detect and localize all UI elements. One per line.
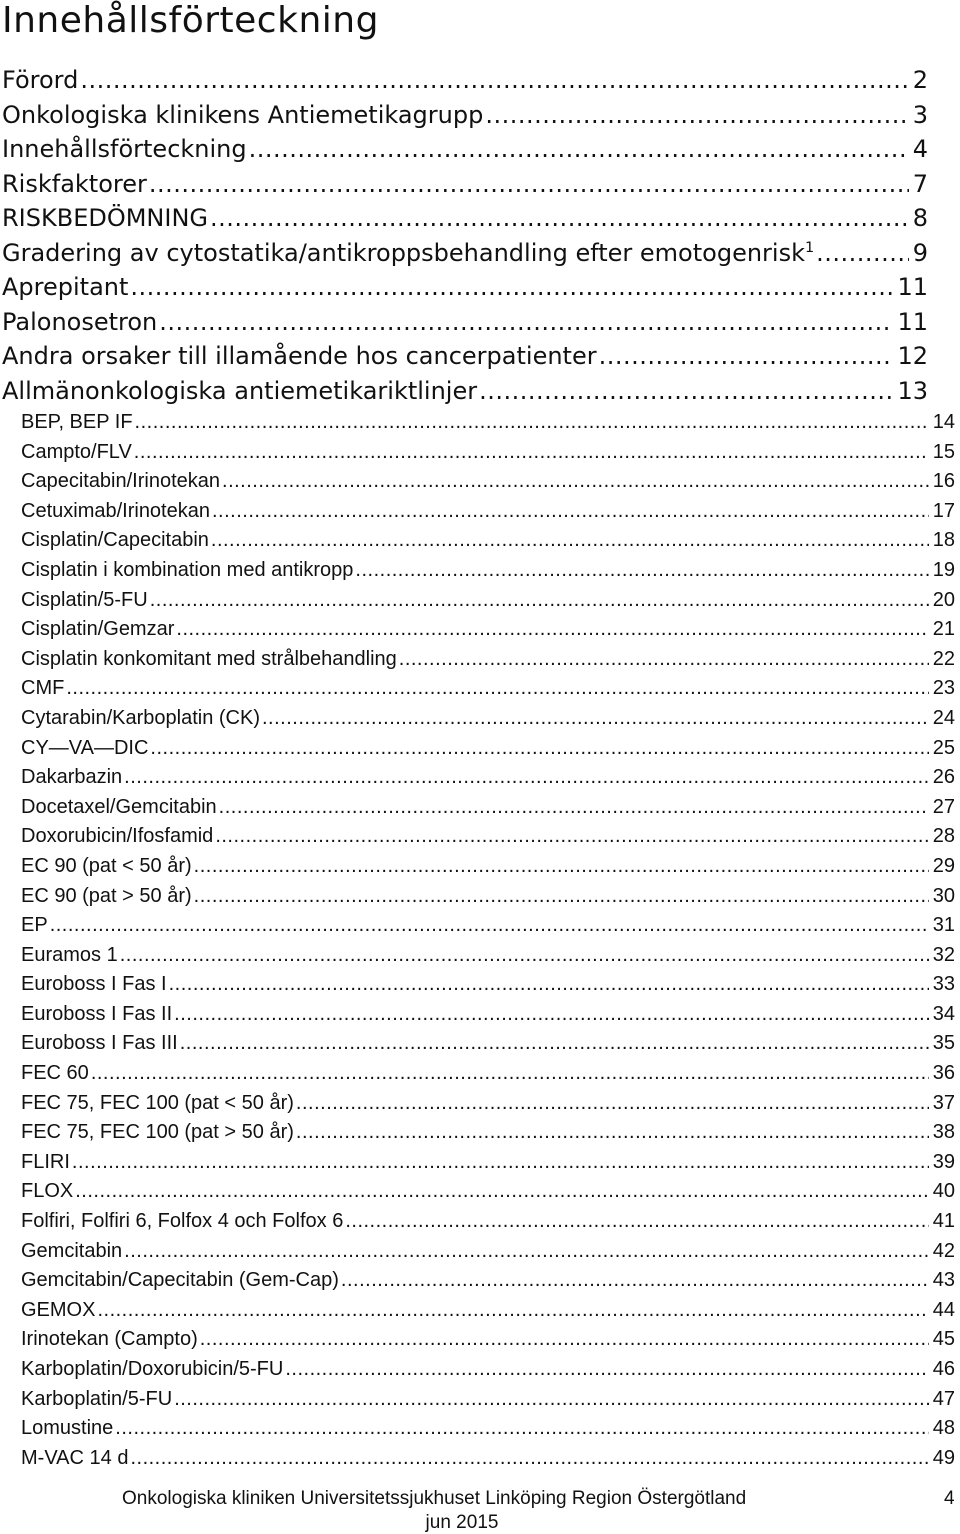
toc-entry[interactable] <box>0 1210 955 1240</box>
toc-entry-text: Cisplatin/Capecitabin <box>21 529 209 552</box>
toc-entry-label <box>2 101 483 129</box>
toc-entry-page: 30 <box>932 884 955 907</box>
toc-entry[interactable] <box>0 677 955 707</box>
toc-entry[interactable] <box>0 737 955 767</box>
toc-entry-text: Karboplatin/5-FU <box>21 1387 173 1410</box>
toc-entry-label <box>21 1032 178 1055</box>
toc-entry-page: 25 <box>932 736 955 759</box>
toc-entry[interactable] <box>0 308 928 343</box>
toc-entry[interactable] <box>0 648 955 678</box>
toc-entry-text: Euroboss I Fas I <box>21 973 167 996</box>
toc-entry[interactable] <box>0 766 955 796</box>
toc-entry[interactable] <box>0 825 955 855</box>
toc-entry-text: Karboplatin/Doxorubicin/5-FU <box>21 1358 284 1380</box>
toc-entry[interactable] <box>0 973 955 1003</box>
toc-entry-label <box>2 273 128 301</box>
toc-entry[interactable] <box>0 589 955 619</box>
dot-leader <box>150 589 929 612</box>
toc-entry[interactable] <box>0 529 955 559</box>
dot-leader <box>210 204 909 232</box>
toc-entry-text: Andra orsaker till illamående hos cancerpatienter <box>2 342 597 370</box>
dot-leader <box>399 648 929 671</box>
toc-entry-page: 20 <box>932 588 955 611</box>
toc-entry-page: 29 <box>932 854 955 877</box>
dot-leader <box>345 1210 928 1233</box>
toc-entry-label <box>2 170 147 198</box>
toc-entry-label <box>21 796 217 819</box>
toc-entry-text: Irinotekan (Campto) <box>21 1328 198 1351</box>
toc-entry-text: CY—VA—DIC <box>21 736 149 759</box>
toc-entry[interactable] <box>0 239 928 274</box>
toc-entry-text: CMF <box>21 677 65 700</box>
toc-entry[interactable] <box>0 1358 955 1388</box>
toc-entry-text: FLOX <box>21 1180 74 1203</box>
toc-entry[interactable] <box>0 855 955 885</box>
table-of-contents <box>0 66 960 1476</box>
toc-entry-page: 34 <box>932 1002 955 1025</box>
dot-leader <box>124 1240 929 1263</box>
toc-entry-text: Cisplatin/5-FU <box>21 588 148 611</box>
dot-leader <box>72 1151 929 1174</box>
toc-entry-text: Dakarbazin <box>21 766 123 789</box>
toc-entry-text: Onkologiska klinikens Antiemetikagrupp <box>2 100 484 129</box>
toc-entry-text: Förord <box>2 66 79 94</box>
dot-leader <box>149 170 909 198</box>
toc-entry-page: 35 <box>932 1032 955 1055</box>
toc-entry-page: 23 <box>932 677 955 700</box>
toc-entry-label <box>21 1447 128 1470</box>
dot-leader <box>194 885 929 908</box>
dot-leader <box>200 1328 929 1351</box>
dot-leader <box>211 529 929 552</box>
toc-entry-label <box>2 308 157 336</box>
toc-entry-page: 14 <box>932 411 955 433</box>
toc-entry-page: 7 <box>912 169 928 198</box>
dot-leader <box>150 737 928 760</box>
toc-entry-text: Doxorubicin/Ifosfamid <box>21 825 214 848</box>
toc-entry-page: 36 <box>932 1062 955 1085</box>
toc-entry-text: Euroboss I Fas II <box>21 1002 173 1025</box>
toc-entry-page: 31 <box>932 914 955 937</box>
toc-entry[interactable] <box>0 1180 955 1210</box>
toc-entry-text: Capecitabin/Irinotekan <box>21 470 221 493</box>
dot-leader <box>124 766 929 789</box>
toc-entry-label <box>21 1240 122 1263</box>
toc-entry-page: 3 <box>912 100 928 129</box>
toc-entry-label <box>21 1358 283 1381</box>
toc-entry[interactable] <box>0 796 955 826</box>
toc-entry-page: 4 <box>912 135 928 163</box>
toc-entry-label <box>2 135 247 163</box>
toc-entry[interactable] <box>0 559 955 589</box>
toc-entry-page: 13 <box>897 376 928 405</box>
toc-entry-text: Cisplatin/Gemzar <box>21 618 175 641</box>
dot-leader <box>599 342 894 370</box>
toc-entry[interactable] <box>0 914 955 944</box>
dot-leader <box>130 1447 928 1470</box>
toc-entry-text: Campto/FLV <box>21 440 132 463</box>
dot-leader <box>485 101 908 129</box>
toc-entry-text: RISKBEDÖMNING <box>2 204 209 232</box>
toc-entry-label <box>21 1121 294 1144</box>
dot-leader <box>249 135 909 163</box>
toc-entry-label <box>2 377 477 405</box>
toc-entry-label <box>21 766 122 789</box>
toc-entry-page: 17 <box>932 499 955 522</box>
toc-entry-page: 46 <box>932 1358 955 1380</box>
toc-entry-page: 19 <box>932 558 955 581</box>
dot-leader <box>215 825 928 848</box>
toc-entry[interactable] <box>0 342 928 377</box>
toc-entry-text: Palonosetron <box>2 307 158 336</box>
toc-entry[interactable] <box>0 441 955 471</box>
dot-leader <box>174 1388 929 1411</box>
toc-entry-label <box>21 411 133 434</box>
toc-entry-page: 48 <box>932 1417 955 1440</box>
toc-entry-page: 16 <box>932 470 955 493</box>
toc-entry-text: Cisplatin i kombination med antikropp <box>21 558 354 581</box>
toc-entry-text: Euramos 1 <box>21 943 118 966</box>
toc-entry-page: 9 <box>912 238 928 267</box>
toc-entry[interactable] <box>0 1032 955 1062</box>
toc-entry[interactable] <box>0 1299 955 1329</box>
toc-entry-label <box>21 500 210 523</box>
toc-entry[interactable] <box>0 204 928 239</box>
toc-entry-page: 22 <box>932 647 955 670</box>
toc-entry-page: 15 <box>932 440 955 463</box>
dot-leader <box>355 559 928 582</box>
toc-entry-text: EC 90 (pat > 50 år) <box>21 884 192 907</box>
toc-entry-label <box>21 825 213 848</box>
toc-entry-text: M-VAC 14 d <box>21 1446 129 1469</box>
toc-entry[interactable] <box>0 101 928 136</box>
toc-entry-text: Docetaxel/Gemcitabin <box>21 795 217 818</box>
toc-entry-label <box>2 66 78 94</box>
toc-entry-text: Riskfaktorer <box>2 169 147 198</box>
toc-entry-label <box>21 441 132 464</box>
footer-date: jun 2015 <box>425 1512 499 1533</box>
toc-entry-label <box>21 944 118 967</box>
toc-entry-text: Lomustine <box>21 1417 114 1440</box>
toc-entry-text: Cisplatin konkomitant med strålbehandling <box>21 647 397 670</box>
toc-entry-page: 40 <box>932 1180 955 1203</box>
footnote-marker: 1 <box>804 239 815 256</box>
dot-leader <box>115 1417 928 1440</box>
dot-leader <box>174 1003 929 1026</box>
toc-entry-label <box>21 885 192 908</box>
toc-entry[interactable] <box>0 1447 955 1477</box>
dot-leader <box>169 973 929 996</box>
page-title: Innehållsförteckning <box>2 0 379 41</box>
toc-entry-label <box>21 1003 172 1026</box>
toc-entry[interactable] <box>0 1240 955 1270</box>
toc-entry-page: 45 <box>932 1328 955 1351</box>
toc-entry[interactable] <box>0 1269 955 1299</box>
dot-leader <box>91 1062 929 1085</box>
toc-entry-label <box>21 973 167 996</box>
dot-leader <box>120 944 929 967</box>
toc-entry-text: Allmänonkologiska antiemetikariktlinjer <box>2 376 478 405</box>
dot-leader <box>222 470 929 493</box>
toc-entry-text: GEMOX <box>21 1298 96 1321</box>
toc-entry[interactable] <box>0 500 955 530</box>
toc-entry-text: BEP, BEP IF <box>21 411 133 433</box>
dot-leader <box>176 618 928 641</box>
dot-leader <box>341 1269 929 1292</box>
toc-entry-page: 43 <box>932 1269 955 1292</box>
toc-entry-label <box>2 239 814 267</box>
toc-entry-page: 11 <box>897 273 928 301</box>
toc-entry-page: 2 <box>912 66 928 94</box>
toc-entry-page: 8 <box>912 204 928 232</box>
dot-leader <box>50 914 929 937</box>
toc-entry-label <box>21 559 353 582</box>
toc-entry-label <box>21 470 220 493</box>
toc-entry[interactable] <box>0 470 955 500</box>
toc-entry[interactable] <box>0 377 928 412</box>
dot-leader <box>194 855 929 878</box>
toc-entry-text: Gemcitabin/Capecitabin (Gem-Cap) <box>21 1269 339 1292</box>
toc-entry-label <box>21 1388 172 1411</box>
toc-entry-page: 41 <box>932 1210 955 1233</box>
dot-leader <box>816 239 909 267</box>
toc-entry-label <box>21 1151 70 1174</box>
toc-entry[interactable] <box>0 707 955 737</box>
toc-entry[interactable] <box>0 1003 955 1033</box>
toc-entry-label <box>21 589 148 612</box>
toc-entry[interactable] <box>0 1121 955 1151</box>
toc-entry-label <box>21 1417 113 1440</box>
toc-entry[interactable] <box>0 170 928 205</box>
dot-leader <box>75 1180 929 1203</box>
toc-entry-page: 24 <box>932 706 955 729</box>
toc-entry-text: Cetuximab/Irinotekan <box>21 499 210 522</box>
toc-entry-label <box>2 204 208 232</box>
dot-leader <box>159 308 893 336</box>
toc-entry-label <box>21 1328 198 1351</box>
toc-entry[interactable] <box>0 1388 955 1418</box>
toc-entry[interactable] <box>0 1151 955 1181</box>
dot-leader <box>135 411 929 434</box>
toc-entry[interactable] <box>0 1328 955 1358</box>
toc-entry-page: 37 <box>932 1091 955 1114</box>
toc-entry-label <box>21 1299 95 1322</box>
footer-organization: Onkologiska kliniken Universitetssjukhuset Linköping Region Östergötland <box>122 1488 747 1509</box>
toc-entry-text: Folfiri, Folfiri 6, Folfox 4 och Folfox 6 <box>21 1210 344 1233</box>
toc-entry-label <box>21 529 209 552</box>
dot-leader <box>296 1121 929 1144</box>
toc-entry-label <box>21 1210 343 1233</box>
toc-entry-page: 39 <box>932 1150 955 1173</box>
toc-entry-label <box>21 677 64 700</box>
toc-entry-label <box>21 737 148 760</box>
toc-entry-label <box>21 1092 294 1115</box>
toc-entry-text: EP <box>21 914 48 937</box>
toc-entry-label <box>21 648 397 671</box>
toc-entry-text: FEC 60 <box>21 1062 89 1085</box>
toc-entry-text: Cytarabin/Karboplatin (CK) <box>21 706 260 729</box>
dot-leader <box>97 1299 928 1322</box>
toc-entry-text: Gradering av cytostatika/antikroppsbehandling efter emotogenrisk <box>2 238 805 267</box>
toc-entry-page: 21 <box>932 618 955 641</box>
dot-leader <box>66 677 928 700</box>
toc-entry-page: 26 <box>932 766 955 789</box>
toc-entry-page: 44 <box>932 1298 955 1321</box>
toc-entry[interactable] <box>0 1062 955 1092</box>
toc-entry-page: 11 <box>897 307 928 336</box>
toc-entry-label <box>21 1062 89 1085</box>
toc-entry[interactable] <box>0 66 928 101</box>
dot-leader <box>80 66 908 94</box>
toc-entry-page: 42 <box>932 1239 955 1262</box>
dot-leader <box>134 441 929 464</box>
toc-entry-label <box>21 1269 339 1292</box>
toc-entry-page: 47 <box>932 1387 955 1410</box>
toc-entry-label <box>21 855 192 878</box>
toc-entry[interactable] <box>0 885 955 915</box>
toc-entry-page: 49 <box>932 1446 955 1469</box>
toc-entry[interactable] <box>0 944 955 974</box>
dot-leader <box>219 796 929 819</box>
toc-entry-label <box>21 1180 73 1203</box>
dot-leader <box>180 1032 929 1055</box>
dot-leader <box>285 1358 928 1381</box>
toc-entry-text: Aprepitant <box>2 273 129 301</box>
toc-entry-page: 38 <box>932 1121 955 1144</box>
toc-entry-text: FEC 75, FEC 100 (pat < 50 år) <box>21 1091 294 1114</box>
toc-entry-page: 32 <box>932 943 955 966</box>
footer-page-number: 4 <box>944 1488 955 1509</box>
toc-entry[interactable] <box>0 1092 955 1122</box>
toc-entry-page: 33 <box>932 973 955 996</box>
dot-leader <box>212 500 929 523</box>
toc-entry[interactable] <box>0 1417 955 1447</box>
toc-entry-page: 27 <box>932 795 955 818</box>
toc-entry-text: FLIRI <box>21 1150 70 1173</box>
toc-entry-text: FEC 75, FEC 100 (pat > 50 år) <box>21 1121 294 1144</box>
toc-entry-label <box>2 342 597 370</box>
toc-entry-text: Euroboss I Fas III <box>21 1032 178 1055</box>
toc-entry-page: 12 <box>897 342 928 370</box>
dot-leader <box>130 273 893 301</box>
toc-entry-page: 18 <box>932 529 955 552</box>
toc-entry-label <box>21 618 174 641</box>
dot-leader <box>479 377 893 405</box>
toc-entry-page: 28 <box>932 825 955 848</box>
toc-entry-text: Innehållsförteckning <box>2 135 247 163</box>
toc-entry[interactable] <box>0 618 955 648</box>
dot-leader <box>296 1092 929 1115</box>
toc-entry[interactable] <box>0 135 928 170</box>
toc-entry[interactable] <box>0 411 955 441</box>
dot-leader <box>262 707 929 730</box>
toc-entry-label <box>21 914 48 937</box>
toc-entry-label <box>21 707 260 730</box>
toc-entry[interactable] <box>0 273 928 308</box>
toc-entry-text: Gemcitabin <box>21 1239 123 1262</box>
toc-entry-text: EC 90 (pat < 50 år) <box>21 854 192 877</box>
